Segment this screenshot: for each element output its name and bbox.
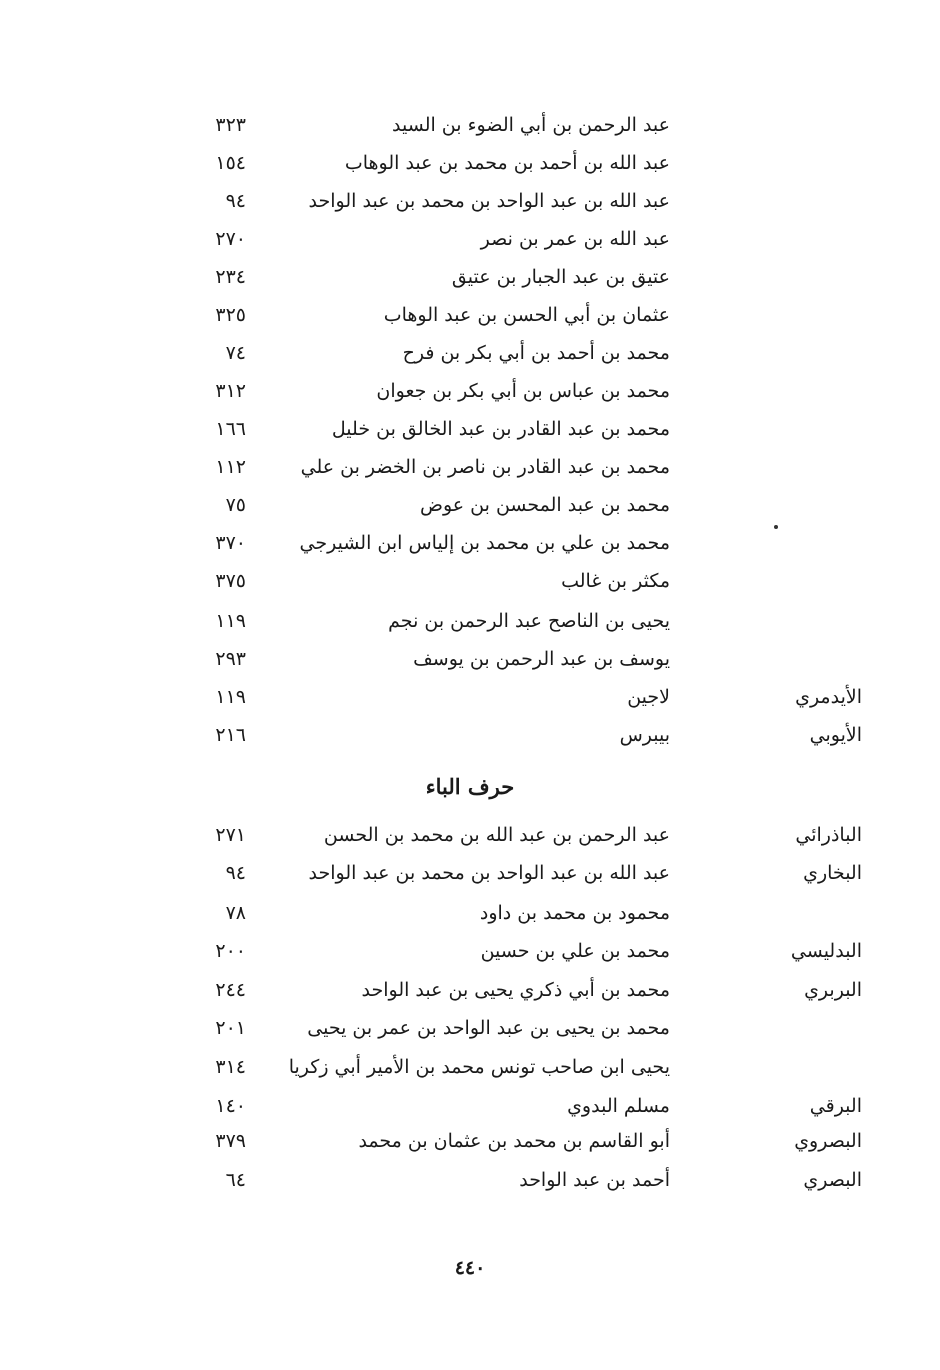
entry-page: ٢٠٠ — [215, 940, 246, 962]
entry-page: ١٦٦ — [215, 418, 246, 440]
index-entry — [0, 562, 940, 600]
section-heading: حرف الباء — [425, 774, 515, 799]
index-entry — [0, 106, 940, 144]
entry-page: ٢٠١ — [215, 1017, 246, 1039]
index-entry — [0, 716, 940, 754]
entry-name: عبد الله بن عمر بن نصر — [480, 228, 670, 250]
entry-page: ١١٩ — [215, 686, 246, 708]
entry-nisba: البصروي — [794, 1130, 862, 1152]
index-entry — [0, 1122, 940, 1160]
entry-page: ٧٥ — [225, 494, 246, 516]
index-entry — [0, 258, 940, 296]
entry-name: محمود بن محمد بن داود — [479, 902, 670, 924]
print-speck — [774, 525, 778, 529]
entry-nisba: البخاري — [803, 862, 862, 884]
index-entry — [0, 410, 940, 448]
entry-page: ٣٢٥ — [215, 304, 246, 326]
entry-name: عبد الله بن عبد الواحد بن محمد بن عبد الواحد — [308, 190, 670, 212]
entry-name: مسلم البدوي — [567, 1095, 670, 1117]
entry-name: محمد بن أحمد بن أبي بكر بن فرح — [402, 342, 670, 364]
entry-page: ٣١٤ — [215, 1056, 246, 1078]
entry-name: مكثر بن غالب — [561, 570, 670, 592]
entry-name: يحيى بن الناصح عبد الرحمن بن نجم — [388, 610, 670, 632]
entry-name: لاجين — [627, 686, 670, 708]
entry-page: ٣١٢ — [215, 380, 246, 402]
index-entry — [0, 144, 940, 182]
entry-name: محمد بن عبد المحسن بن عوض — [420, 494, 670, 516]
entry-page: ٢٤٤ — [215, 979, 246, 1001]
entry-name: محمد بن علي بن حسين — [480, 940, 670, 962]
entry-page: ٣٧٥ — [215, 570, 246, 592]
index-entry — [0, 932, 940, 970]
entry-nisba: الباذرائي — [795, 824, 862, 846]
entry-name: أبو القاسم بن محمد بن عثمان بن محمد — [358, 1130, 670, 1152]
entry-name: بيبرس — [619, 724, 670, 746]
index-entry — [0, 1161, 940, 1199]
index-entry — [0, 816, 940, 854]
index-entry — [0, 296, 940, 334]
entry-name: عتيق بن عبد الجبار بن عتيق — [451, 266, 670, 288]
entry-page: ٣٧٠ — [215, 532, 246, 554]
entry-page: ٢٩٣ — [215, 648, 246, 670]
page-number: ٤٤٠ — [454, 1257, 486, 1279]
entry-nisba: البرقي — [809, 1095, 862, 1117]
entry-page: ٩٤ — [225, 862, 246, 884]
entry-name: محمد بن أبي ذكري يحيى بن عبد الواحد — [361, 979, 670, 1001]
entry-page: ٣٢٣ — [215, 114, 246, 136]
entry-name: عثمان بن أبي الحسن بن عبد الوهاب — [383, 304, 670, 326]
index-entry — [0, 678, 940, 716]
entry-name: عبد الرحمن بن عبد الله بن محمد بن الحسن — [323, 824, 670, 846]
index-entry — [0, 334, 940, 372]
entry-nisba: البصري — [803, 1169, 862, 1191]
entry-name: أحمد بن عبد الواحد — [519, 1169, 670, 1191]
entry-name: محمد بن عبد القادر بن عبد الخالق بن خليل — [331, 418, 670, 440]
index-entry — [0, 448, 940, 486]
entry-page: ١٤٠ — [215, 1095, 246, 1117]
index-entry — [0, 372, 940, 410]
entry-name: محمد بن علي بن محمد بن إلياس ابن الشيرجي — [299, 532, 670, 554]
entry-name: محمد بن عبد القادر بن ناصر بن الخضر بن علي — [300, 456, 670, 478]
entry-nisba: البدليسي — [790, 940, 862, 962]
entry-page: ٣٧٩ — [215, 1130, 246, 1152]
index-entry — [0, 1087, 940, 1125]
entry-page: ١١٩ — [215, 610, 246, 632]
entry-page: ٧٨ — [225, 902, 246, 924]
entry-page: ٦٤ — [225, 1169, 246, 1191]
entry-name: يوسف بن عبد الرحمن بن يوسف — [413, 648, 670, 670]
index-entry — [0, 1048, 940, 1086]
entry-page: ٧٤ — [225, 342, 246, 364]
index-entry — [0, 220, 940, 258]
index-entry — [0, 486, 940, 524]
index-entry — [0, 182, 940, 220]
index-entry — [0, 894, 940, 932]
entry-page: ٢٧١ — [215, 824, 246, 846]
entry-nisba: الأيوبي — [809, 724, 862, 746]
entry-name: عبد الله بن عبد الواحد بن محمد بن عبد الواحد — [308, 862, 670, 884]
entry-name: عبد الرحمن بن أبي الضوء بن السيد — [392, 114, 670, 136]
entry-page: ٢٣٤ — [215, 266, 246, 288]
index-entry — [0, 854, 940, 892]
entry-nisba: الأيدمري — [795, 686, 862, 708]
index-entry — [0, 640, 940, 678]
entry-page: ٢١٦ — [215, 724, 246, 746]
entry-page: ٢٧٠ — [215, 228, 246, 250]
entry-page: ١٥٤ — [215, 152, 246, 174]
entry-page: ٩٤ — [225, 190, 246, 212]
entry-nisba: البربري — [804, 979, 862, 1001]
entry-name: محمد بن يحيى بن عبد الواحد بن عمر بن يحيى — [307, 1017, 670, 1039]
entry-name: عبد الله بن أحمد بن محمد بن عبد الوهاب — [344, 152, 670, 174]
entry-name: يحيى ابن صاحب تونس محمد بن الأمير أبي زكريا — [288, 1056, 670, 1078]
index-entry — [0, 971, 940, 1009]
index-entry — [0, 602, 940, 640]
index-entry — [0, 1009, 940, 1047]
entry-name: محمد بن عباس بن أبي بكر بن جعوان — [376, 380, 670, 402]
entry-page: ١١٢ — [215, 456, 246, 478]
index-entry — [0, 524, 940, 562]
